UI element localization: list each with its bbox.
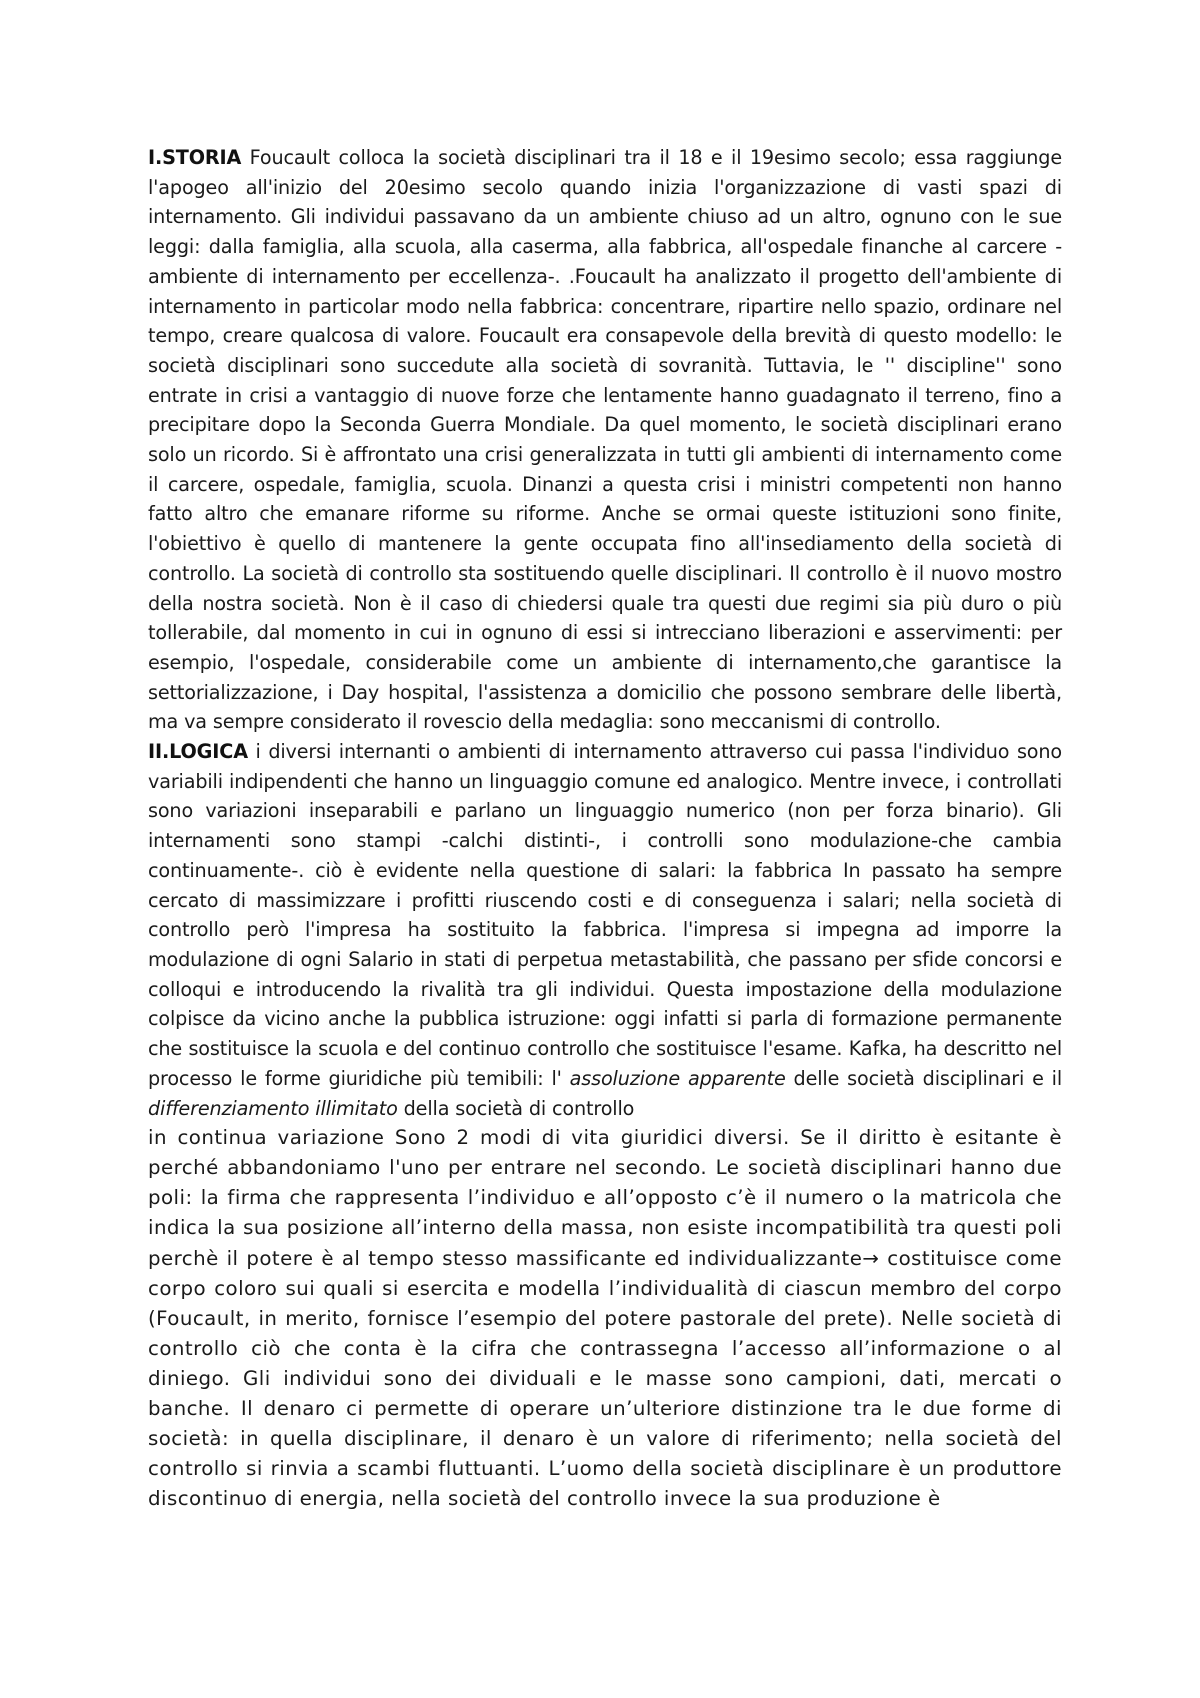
paragraph-logica-continued [148, 1123, 1062, 1514]
paragraph-logica [148, 737, 1062, 1123]
paragraph-storia [148, 143, 1062, 737]
paragraph-text-logica-c: della società di controllo [397, 1096, 635, 1120]
italic-term-assoluzione-apparente: assoluzione apparente [569, 1066, 786, 1090]
paragraph-text-logica-a: i diversi internanti o ambienti di internamento attraverso cui passa l'individuo sono variabili indipendenti che hanno un linguaggio comune ed analogico. Mentre invece, i controllati sono variazioni inseparabili e parlano un linguaggio numerico (non per forza binario). Gli internamenti sono stampi -calchi distinti-, i controlli sono modulazione-che cambia continuamente-. ciò è evidente nella questione di salari: la fabbrica In passato ha sempre cercato di massimizzare i profitti riuscendo costi e di conseguenza i salari; nella società di controllo però l'impresa ha sostituito la fabbrica. l'impresa si impegna ad imporre la modulazione di ogni Salario in stati di perpetua metastabilità, che passano per sfide concorsi e colloqui e introducendo la rivalità tra gli individui. Questa impostazione della modulazione colpisce da vicino anche la pubblica istruzione: oggi infatti si parla di formazione permanente che sostituisce la scuola e del continuo controllo che sostituisce l'esame. Kafka, ha descritto nel processo le forme giuridiche più temibili: l' [148, 740, 1062, 1090]
paragraph-text-logica-b: delle società disciplinari e il [785, 1066, 1063, 1090]
section-heading-logica: II.LOGICA [148, 740, 248, 764]
paragraph-text-storia: Foucault colloca la società disciplinari tra il 18 e il 19esimo secolo; essa raggiunge l'apogeo all'inizio del 20esimo secolo quando inizia l'organizzazione di vasti spazi di internamento. Gli individui passavano da un ambiente chiuso ad un altro, ognuno con le sue leggi: dalla famiglia, alla scuola, alla caserma, alla fabbrica, all'ospedale finanche al carcere -ambiente di internamento per eccellenza-. .Foucault ha analizzato il progetto dell'ambiente di internamento in particolar modo nella fabbrica: concentrare, ripartire nello spazio, ordinare nel tempo, creare qualcosa di valore. Foucault era consapevole della brevità di questo modello: le società disciplinari sono succedute alla società di sovranità. Tuttavia, le '' discipline'' sono entrate in crisi a vantaggio di nuove forze che lentamente hanno guadagnato il terreno, fino a precipitare dopo la Seconda Guerra Mondiale. Da quel momento, le società disciplinari erano solo un ricordo. Si è affrontato una crisi generalizzata in tutti gli ambienti di internamento come il carcere, ospedale, famiglia, scuola. Dinanzi a questa crisi i ministri competenti non hanno fatto altro che emanare riforme su riforme. Anche se ormai queste istituzioni sono finite, l'obiettivo è quello di mantenere la gente occupata fino all'insediamento della società di controllo. La società di controllo sta sostituendo quelle disciplinari. Il controllo è il nuovo mostro della nostra società. Non è il caso di chiedersi quale tra questi due regimi sia più duro o più tollerabile, dal momento in cui in ognuno di essi si intrecciano liberazioni e asservimenti: per esempio, l'ospedale, considerabile come un ambiente di internamento,che garantisce la settorializzazione, i Day hospital, l'assistenza a domicilio che possono sembrare delle libertà, ma va sempre considerato il rovescio della medaglia: sono meccanismi di controllo. [148, 146, 1062, 734]
section-heading-storia: I.STORIA [148, 146, 242, 169]
paragraph-text-logica-d: in continua variazione Sono 2 modi di vita giuridici diversi. Se il diritto è esitante è perché abbandoniamo l'uno per entrare nel secondo. Le società disciplinari hanno due poli: la firma che rappresenta l’individuo e all’opposto c’è il numero o la matricola che indica la sua posizione all’interno della massa, non esiste incompatibilità tra questi poli perchè il potere è al tempo stesso massificante ed individualizzante→ costituisce come corpo coloro sui quali si esercita e modella l’individualità di ciascun membro del corpo (Foucault, in merito, fornisce l’esempio del potere pastorale del prete). Nelle società di controllo ciò che conta è la cifra che contrassegna l’accesso all’informazione o al diniego. Gli individui sono dei dividuali e le masse sono campioni, dati, mercati o banche. Il denaro ci permette di operare un’ulteriore distinzione tra le due forme di società: in quella disciplinare, il denaro è un valore di riferimento; nella società del controllo si rinvia a scambi fluttuanti. L’uomo della società disciplinare è un produttore discontinuo di energia, nella società del controllo invece la sua produzione è [148, 1126, 1062, 1511]
italic-term-differenziamento-illimitato: differenziamento illimitato [148, 1096, 398, 1120]
document-body [148, 143, 1062, 1514]
